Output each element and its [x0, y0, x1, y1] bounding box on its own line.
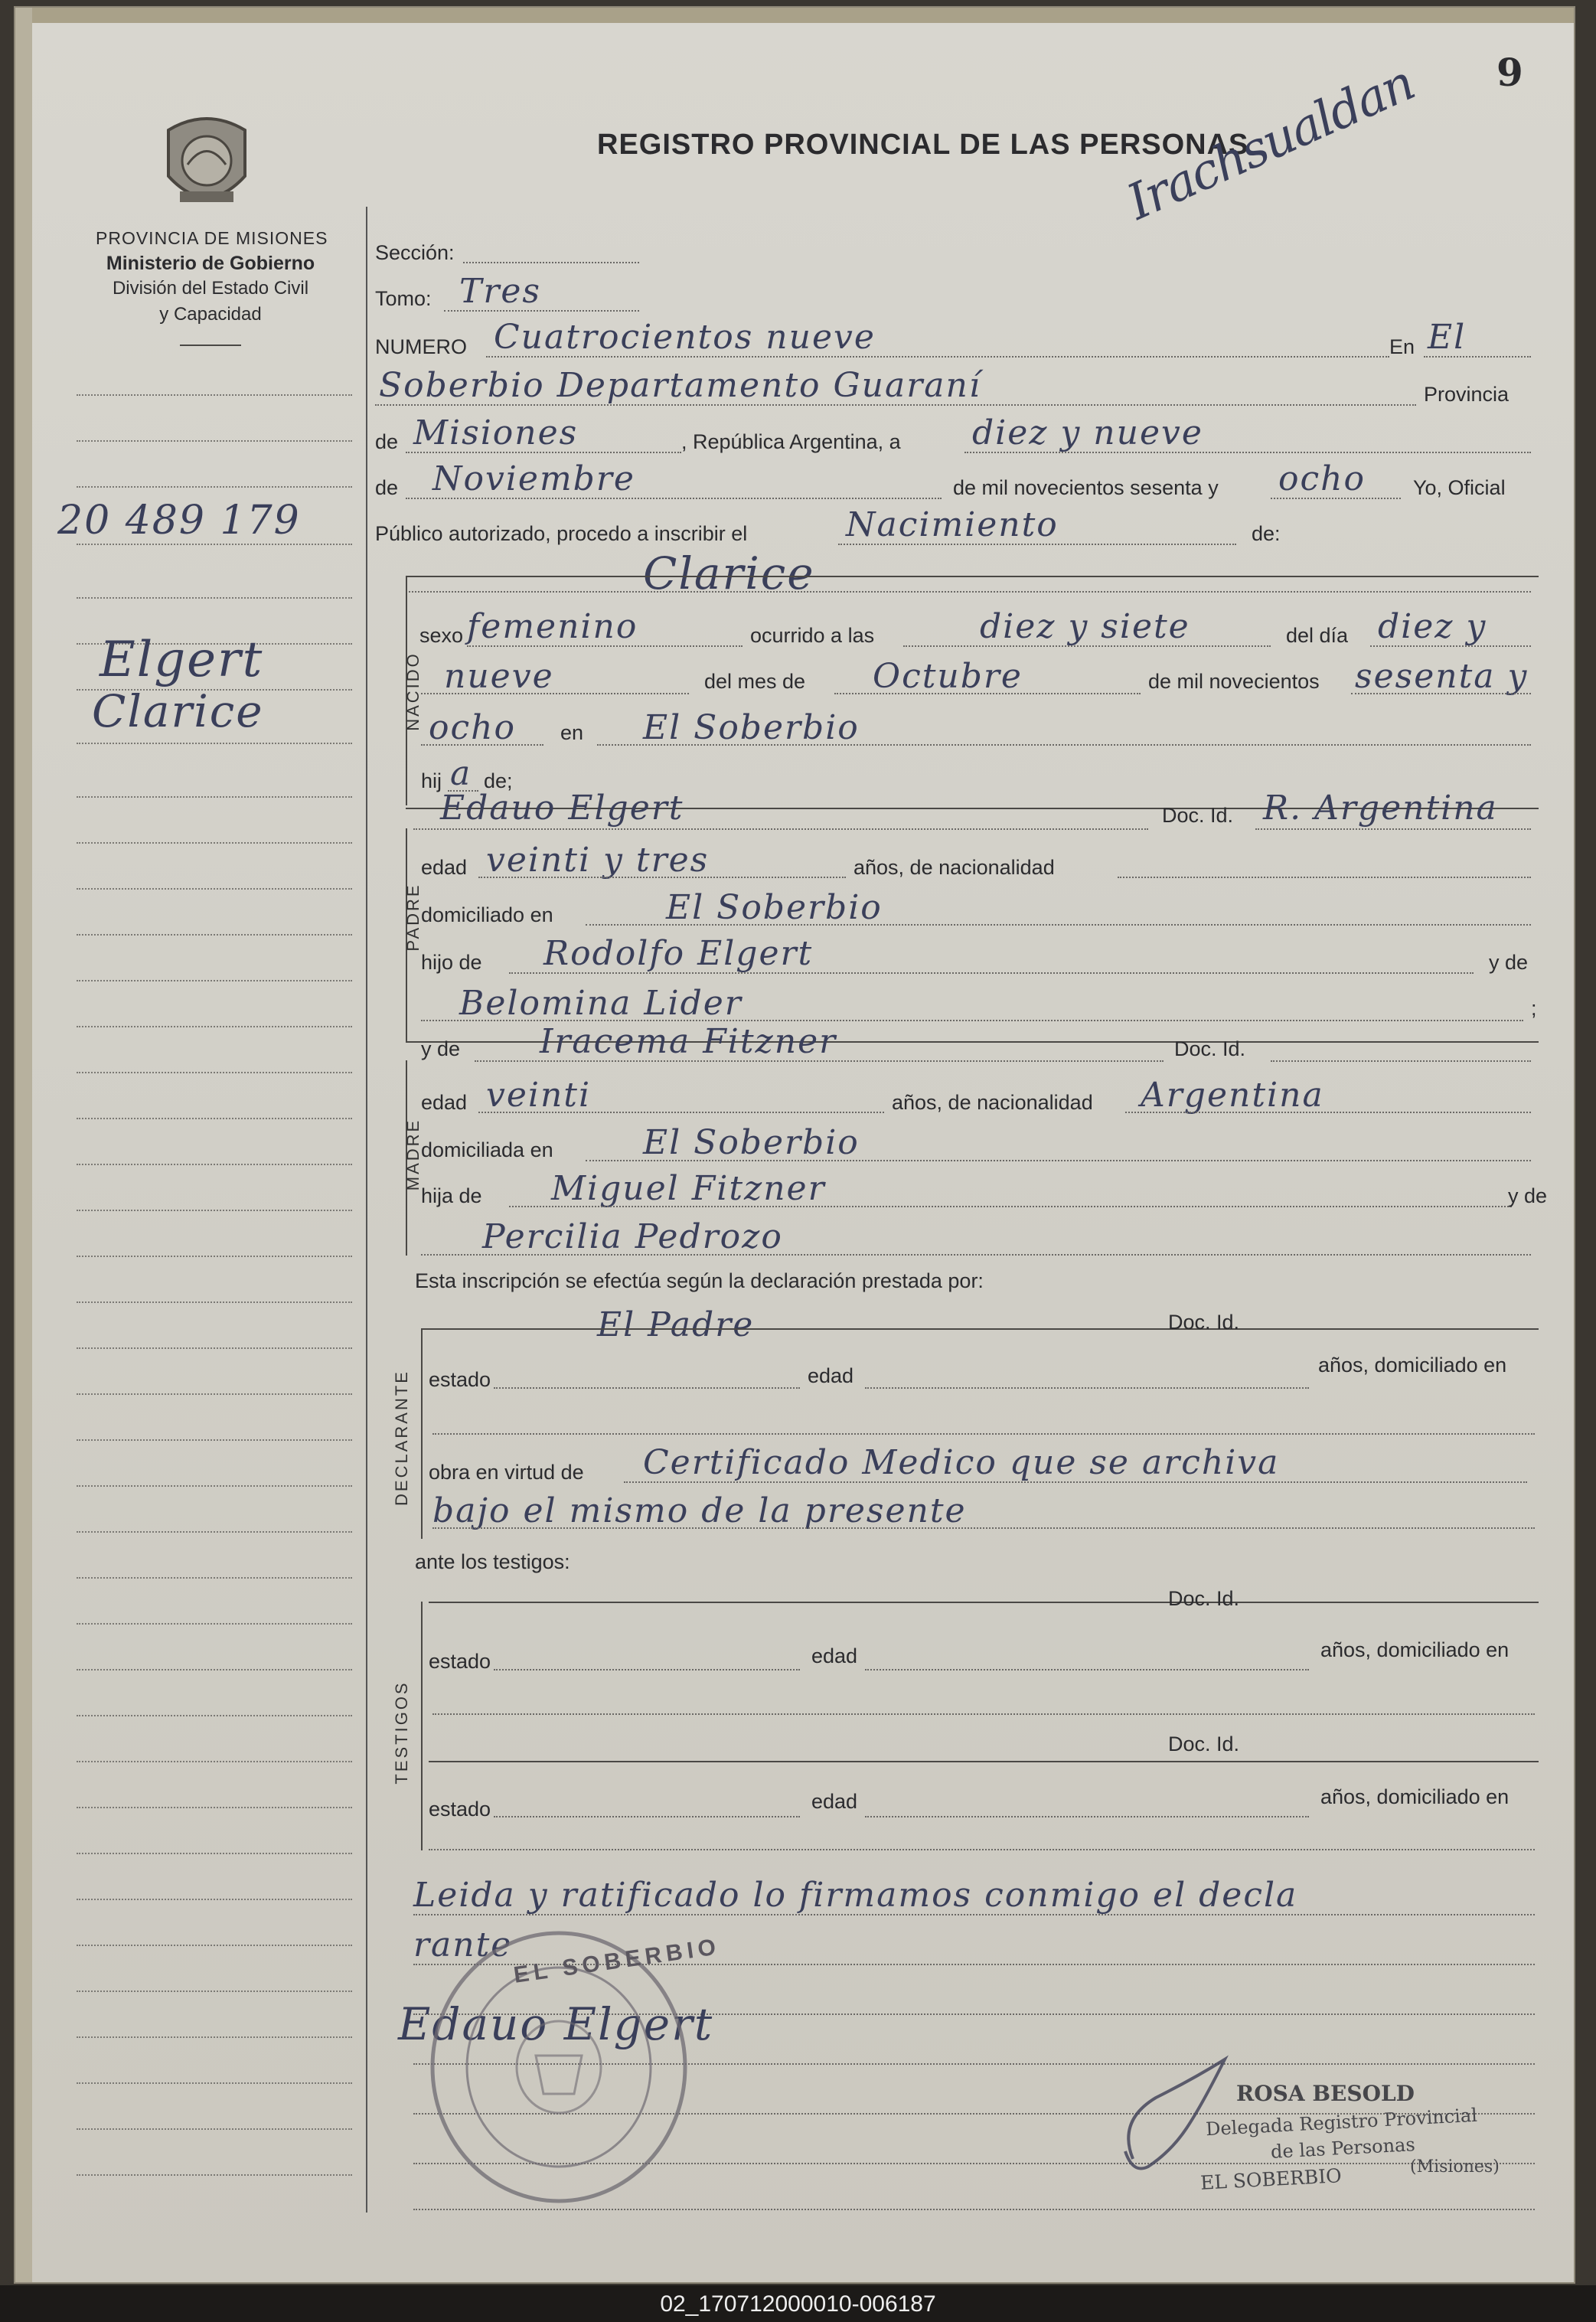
value-hora: diez y siete [980, 607, 1190, 646]
label-hij: hij [421, 769, 442, 792]
section-label-nacido: NACIDO [403, 652, 423, 731]
section-label-madre: MADRE [403, 1118, 423, 1191]
stamp-line2: de las Personas [1270, 2134, 1416, 2163]
value-madre-edad: veinti [486, 1076, 592, 1115]
label-sexo: sexo [419, 624, 464, 647]
label-y-de-padre: y de [1489, 951, 1529, 974]
label-yo-oficial: Yo, Oficial [1413, 476, 1506, 499]
label-doc-id-padre: Doc. Id. [1162, 804, 1234, 827]
label-mil-novecientos2: de mil novecientos [1148, 670, 1320, 693]
label-anos-nac-madre: años, de nacionalidad [892, 1091, 1093, 1114]
margin-surname: Elgert [100, 632, 264, 688]
org-province: PROVINCIA DE MISIONES [96, 228, 328, 248]
label-anos-nac-padre: años, de nacionalidad [853, 856, 1055, 879]
label-ocurrido: ocurrido a las [750, 624, 875, 647]
label-obra-en-virtud: obra en virtud de [429, 1461, 584, 1484]
margin-given-name: Clarice [92, 685, 264, 737]
coat-of-arms-icon [157, 107, 256, 218]
footer-image-id: 02_170712000010-006187 [660, 2291, 936, 2317]
label-doc-id-declarante: Doc. Id. [1168, 1311, 1240, 1334]
stamp-place: EL SOBERBIO [1199, 2164, 1343, 2194]
value-numero: Cuatrocientos nueve [494, 318, 876, 357]
section-label-padre: PADRE [403, 883, 423, 952]
value-provincia: Misiones [413, 413, 579, 452]
value-dia2: nueve [444, 657, 554, 696]
value-padre-nombre: Edauo Elgert [440, 789, 684, 828]
label-semicolon: ; [1531, 997, 1537, 1020]
value-dia: diez y [1378, 607, 1487, 646]
value-hij-suffix: a [450, 754, 472, 793]
value-ano: ocho [1278, 459, 1366, 498]
stamp-line1: Delegada Registro Provincial [1205, 2104, 1478, 2141]
label-esta-inscripcion: Esta inscripción se efectúa según la declaración prestada por: [415, 1269, 984, 1292]
label-estado-testigo2: estado [429, 1798, 491, 1821]
org-divider [180, 345, 241, 346]
stamp-name: ROSA BESOLD [1236, 2081, 1415, 2106]
label-publico: Público autorizado, procedo a inscribir el [375, 522, 748, 545]
value-obra: Certificado Medico que se archiva [643, 1443, 1280, 1482]
margin-number: 20 489 179 [57, 498, 301, 544]
value-leida: Leida y ratificado lo firmamos conmigo el decla [413, 1876, 1298, 1915]
value-madre-nac: Argentina [1141, 1076, 1324, 1115]
label-mil-novecientos: de mil novecientos sesenta y [953, 476, 1219, 499]
signature-delegate-icon [1102, 2036, 1301, 2190]
stamp-region: (Misiones) [1410, 2157, 1500, 2177]
label-numero: NUMERO [375, 335, 467, 358]
label-y-de-madre2: y de [1508, 1184, 1548, 1207]
label-del-dia: del día [1286, 624, 1349, 647]
label-edad-testigo2: edad [811, 1790, 858, 1813]
value-lugar-nac: El Soberbio [643, 708, 860, 747]
label-y-de-madre: y de [421, 1037, 461, 1060]
label-edad-padre: edad [421, 856, 468, 879]
org-capacity: y Capacidad [159, 304, 262, 325]
seal-text: EL SOBERBIO [511, 1934, 723, 1988]
value-madre-nombre: Iracema Fitzner [540, 1022, 837, 1061]
label-anos-dom-declarante: años, domiciliado en [1318, 1354, 1507, 1377]
label-edad-testigo1: edad [811, 1644, 858, 1667]
label-ante-testigos: ante los testigos: [415, 1550, 570, 1573]
page-number: 9 [1496, 50, 1523, 95]
page-title: REGISTRO PROVINCIAL DE LAS PERSONAS [597, 129, 1249, 161]
document-page [14, 6, 1575, 2284]
label-anos-dom-testigo1: años, domiciliado en [1320, 1638, 1510, 1661]
value-acto: Nacimiento [846, 505, 1059, 544]
label-edad-madre: edad [421, 1091, 468, 1114]
value-padre-doc: R. Argentina [1263, 789, 1498, 828]
signature-top: Irachsualdan [1119, 54, 1422, 232]
label-doc-id-madre: Doc. Id. [1174, 1037, 1246, 1060]
value-padre-edad: veinti y tres [486, 841, 710, 880]
value-ano-nac: sesenta y [1355, 657, 1529, 696]
page-left-edge [15, 8, 32, 2282]
value-declarante: El Padre [597, 1305, 755, 1344]
value-sexo: femenino [467, 607, 638, 646]
section-label-testigos: TESTIGOS [392, 1680, 411, 1785]
section-label-declarante: DECLARANTE [392, 1370, 411, 1506]
label-de: de [375, 430, 399, 453]
label-tomo: Tomo: [375, 287, 432, 310]
value-tomo: Tres [459, 272, 541, 311]
org-ministry: Ministerio de Gobierno [106, 253, 315, 274]
value-en: El [1428, 318, 1467, 357]
value-nombre: Clarice [643, 547, 815, 599]
label-estado-declarante: estado [429, 1368, 491, 1391]
value-fecha-mes: Noviembre [432, 459, 635, 498]
margin-divider [366, 207, 367, 2213]
value-lugar: Soberbio Departamento Guaraní [379, 366, 981, 405]
label-domiciliado-padre: domiciliado en [421, 903, 553, 926]
value-padre-dom: El Soberbio [666, 888, 883, 927]
label-en: En [1389, 335, 1415, 358]
label-republica: , República Argentina, a [681, 430, 901, 453]
label-provincia: Provincia [1424, 383, 1510, 406]
value-madre-hija-de: Miguel Fitzner [551, 1169, 826, 1208]
value-madre-y-de: Percilia Pedrozo [482, 1217, 783, 1256]
value-madre-dom: El Soberbio [643, 1123, 860, 1162]
label-hijo-de: hijo de [421, 951, 482, 974]
value-padre-y-de: Belomina Lider [459, 984, 743, 1023]
label-doc-id-testigo2: Doc. Id. [1168, 1733, 1240, 1755]
org-division: División del Estado Civil [112, 278, 309, 299]
value-obra2: bajo el mismo de la presente [432, 1491, 967, 1530]
value-ano-nac2: ocho [429, 708, 516, 747]
label-del-mes: del mes de [704, 670, 806, 693]
label-hija-de: hija de [421, 1184, 482, 1207]
signature-declarante: Edauo Elgert [398, 1998, 714, 2050]
label-de2: de [375, 476, 399, 499]
label-domiciliada-madre: domiciliada en [421, 1138, 553, 1161]
label-en2: en [560, 721, 584, 744]
label-estado-testigo1: estado [429, 1650, 491, 1673]
label-seccion: Sección: [375, 241, 455, 264]
label-doc-id-testigo1: Doc. Id. [1168, 1587, 1240, 1610]
page-top-edge [15, 8, 1574, 23]
value-fecha-dia: diez y nueve [972, 413, 1203, 452]
label-de-colon: de: [1252, 522, 1281, 545]
value-padre-hijo-de: Rodolfo Elgert [543, 934, 814, 973]
label-de-semi: de; [484, 769, 513, 792]
value-leida2: rante [413, 1925, 513, 1964]
value-mes: Octubre [873, 657, 1023, 696]
label-anos-dom-testigo2: años, domiciliado en [1320, 1785, 1510, 1808]
label-edad-declarante: edad [808, 1364, 854, 1387]
